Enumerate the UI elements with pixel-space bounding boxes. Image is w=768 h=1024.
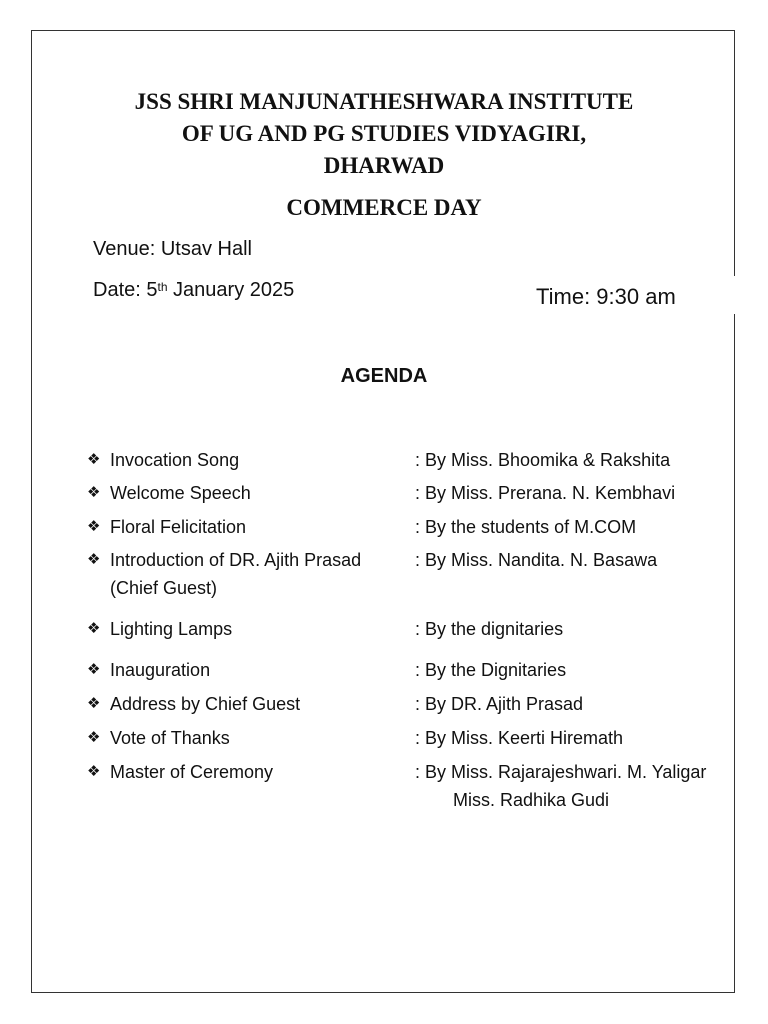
- agenda-item-presenter-line-2: Miss. Radhika Gudi: [453, 790, 610, 810]
- date-rest: January 2025: [167, 279, 295, 301]
- agenda-item-presenter: : By Miss. Bhoomika & Rakshita: [415, 450, 671, 470]
- event-title: COMMERCE DAY: [286, 195, 482, 220]
- agenda-item-presenter: : By Miss. Nandita. N. Basawa: [415, 550, 658, 570]
- diamond-bullet-icon: ❖: [87, 551, 101, 568]
- agenda-item-label: Welcome Speech: [110, 483, 251, 503]
- agenda-item-presenter-line-1: : By Miss. Rajarajeshwari. M. Yaligar: [415, 762, 707, 782]
- diamond-bullet-icon: ❖: [87, 763, 101, 780]
- border-gap: [729, 276, 743, 314]
- date-text: [93, 277, 294, 303]
- agenda-item-label-line-1: Introduction of DR. Ajith Prasad: [110, 550, 362, 570]
- venue-text: Venue: Utsav Hall: [93, 238, 252, 260]
- agenda-item-presenter: [415, 758, 735, 814]
- diamond-bullet-icon: ❖: [87, 620, 101, 637]
- agenda-item-label: Inauguration: [110, 660, 211, 680]
- agenda-item-label: [110, 546, 405, 602]
- diamond-bullet-icon: ❖: [87, 695, 101, 712]
- agenda-item-label: Master of Ceremony: [110, 762, 274, 782]
- agenda-item-presenter: : By the dignitaries: [415, 619, 564, 639]
- diamond-bullet-icon: ❖: [87, 484, 101, 501]
- date-ordinal-suffix: th: [157, 280, 168, 294]
- diamond-bullet-icon: ❖: [87, 661, 101, 678]
- institute-title: [90, 86, 678, 182]
- agenda-item-label: Vote of Thanks: [110, 728, 230, 748]
- agenda-item-presenter: : By the Dignitaries: [415, 660, 567, 680]
- agenda-item-presenter: : By Miss. Prerana. N. Kembhavi: [415, 483, 676, 503]
- agenda-item-label: Address by Chief Guest: [110, 694, 301, 714]
- agenda-item-presenter: : By DR. Ajith Prasad: [415, 694, 584, 714]
- agenda-item-label: Floral Felicitation: [110, 517, 247, 537]
- agenda-heading: AGENDA: [340, 365, 428, 387]
- agenda-item-label: Lighting Lamps: [110, 619, 233, 639]
- agenda-item-presenter: : By Miss. Keerti Hiremath: [415, 728, 624, 748]
- institute-title-line-3: DHARWAD: [323, 153, 445, 178]
- diamond-bullet-icon: ❖: [87, 451, 101, 468]
- agenda-item-label: Invocation Song: [110, 450, 240, 470]
- diamond-bullet-icon: ❖: [87, 518, 101, 535]
- agenda-item-presenter: : By the students of M.COM: [415, 517, 637, 537]
- institute-title-line-1: JSS SHRI MANJUNATHESHWARA INSTITUTE: [134, 89, 634, 114]
- diamond-bullet-icon: ❖: [87, 729, 101, 746]
- agenda-item-label-line-2: (Chief Guest): [110, 578, 218, 598]
- date-prefix: Date: 5: [93, 279, 158, 301]
- institute-title-line-2: OF UG AND PG STUDIES VIDYAGIRI,: [181, 121, 587, 146]
- time-text: Time: 9:30 am: [536, 284, 676, 309]
